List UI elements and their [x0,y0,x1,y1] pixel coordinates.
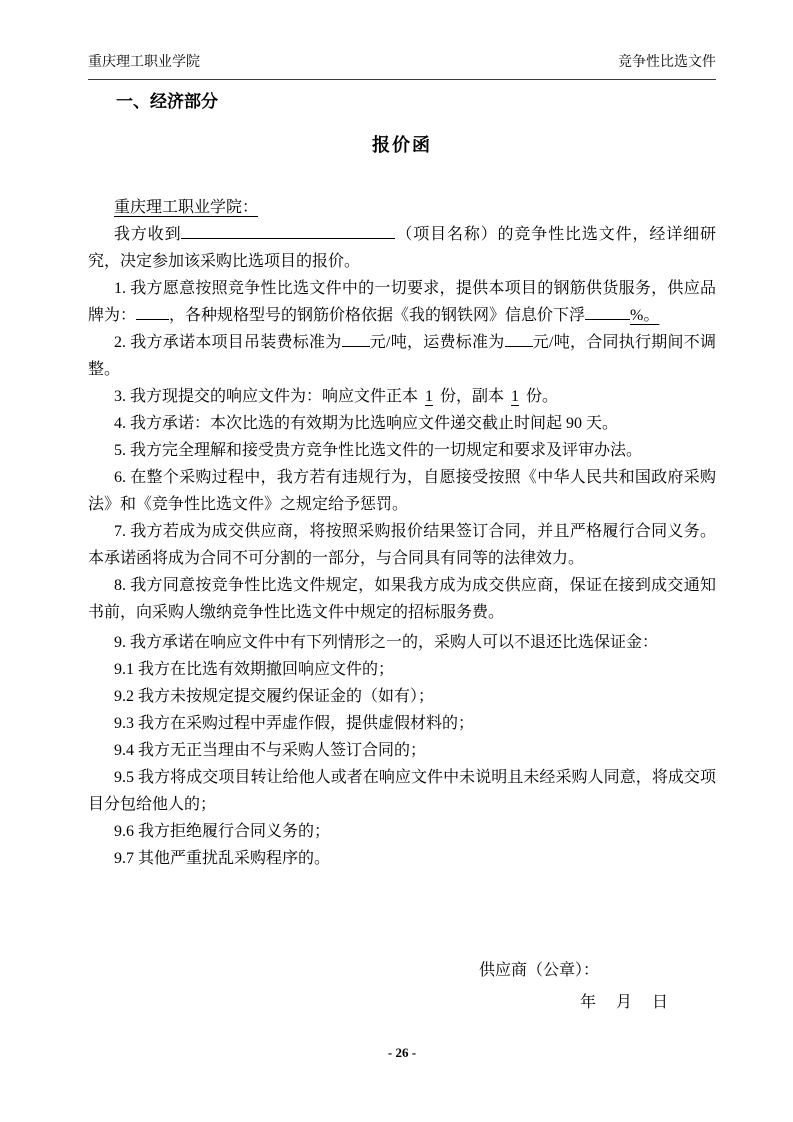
item2-text-mid: 元/吨，运费标准为 [369,334,505,351]
paragraph-item-5: 5. 我方完全理解和接受贵方竞争性比选文件的一切规定和要求及评审办法。 [114,442,643,459]
blank-project-name [181,224,395,239]
item3-text-pre: 3. 我方现提交的响应文件为：响应文件正本 [114,388,419,405]
header-left-text: 重庆理工职业学院 [88,55,200,70]
page-header [88,54,716,80]
paragraph-item-4: 4. 我方承诺：本次比选的有效期为比选响应文件递交截止时间起 90 天。 [114,415,619,432]
paragraph-item-1 [88,275,716,329]
signature-block [88,957,716,1016]
clause-9-group [88,629,716,872]
paragraph-item-8: 8. 我方同意按竞争性比选文件规定，如果我方成为成交供应商，保证在接到成交通知书前，向采购人缴纳竞争性比选文件中规定的招标服务费。 [88,577,716,621]
paragraph-item-7: 7. 我方若成为成交供应商，将按照采购报价结果签订合同，并且严格履行合同义务。本承诺函将成为合同不可分割的一部分，与合同具有同等的法律效力。 [88,523,716,567]
paragraph-item-3 [88,383,716,410]
document-title: 报价函 [372,135,432,155]
item1-text-pre: 1. 我方愿意按照竞争性比选文件中的一切要求，提供本项目的钢筋供货服务，供应品牌为： [88,280,716,324]
supplier-seal-label: 供应商（公章）： [479,962,600,979]
salutation [88,194,716,221]
blank-freight-fee [505,332,533,347]
paragraph-item-9-2: 9.2 我方未按规定提交履约保证金的（如有）； [114,688,435,705]
blank-brand [136,305,169,320]
item2-text-pre: 2. 我方承诺本项目吊装费标准为 [114,334,342,351]
item3-text-mid: 份，副本 [440,388,505,405]
intro-text-pre: 我方收到 [114,226,182,243]
page-number: - 26 - [387,1045,417,1060]
blank-discount-percent [585,305,630,320]
paragraph-item-9-4: 9.4 我方无正当理由不与采购人签订合同的； [114,742,427,759]
item3-text-post: 份。 [526,388,559,405]
section-heading: 一、经济部分 [116,92,218,111]
item1-text-suffix: %。 [630,307,660,324]
paragraph-item-6: 6. 在整个采购过程中，我方若有违规行为，自愿接受按照《中华人民共和国政府采购法》和《竞争性比选文件》之规定给予惩罚。 [88,469,716,513]
item2-text-post: 元/吨，合同执行期间不调整。 [88,334,716,378]
item1-text-mid: ，各种规格型号的钢筋价格依据《我的钢铁网》信息价下浮 [169,307,586,324]
fill-copy-count: 1 [511,388,520,405]
salutation-text: 重庆理工职业学院： [114,199,259,216]
header-right-text: 竞争性比选文件 [618,55,716,70]
page-content [88,54,716,1016]
paragraph-item-9-3: 9.3 我方在采购过程中弄虚作假，提供虚假材料的； [114,715,475,732]
document-body [88,194,716,1016]
date-label: 年 月 日 [580,994,669,1011]
paragraph-item-2 [88,329,716,383]
paragraph-item-9: 9. 我方承诺在响应文件中有下列情形之一的，采购人可以不退还比选保证金： [114,634,659,651]
paragraph-item-9-1: 9.1 我方在比选有效期撤回响应文件的； [114,661,395,678]
fill-original-count: 1 [425,388,434,405]
paragraph-item-9-7: 9.7 其他严重扰乱采购程序的。 [114,850,331,867]
intro-text-post: （项目名称）的竞争性比选文件，经详细研究，决定参加该采购比选项目的报价。 [88,226,716,270]
blank-hoisting-fee [342,332,370,347]
paragraph-item-9-5: 9.5 我方将成交项目转让给他人或者在响应文件中未说明且未经采购人同意，将成交项目分包给他人的； [88,769,716,813]
paragraph-intro [88,221,716,275]
paragraph-item-9-6: 9.6 我方拒绝履行合同义务的； [114,823,331,840]
